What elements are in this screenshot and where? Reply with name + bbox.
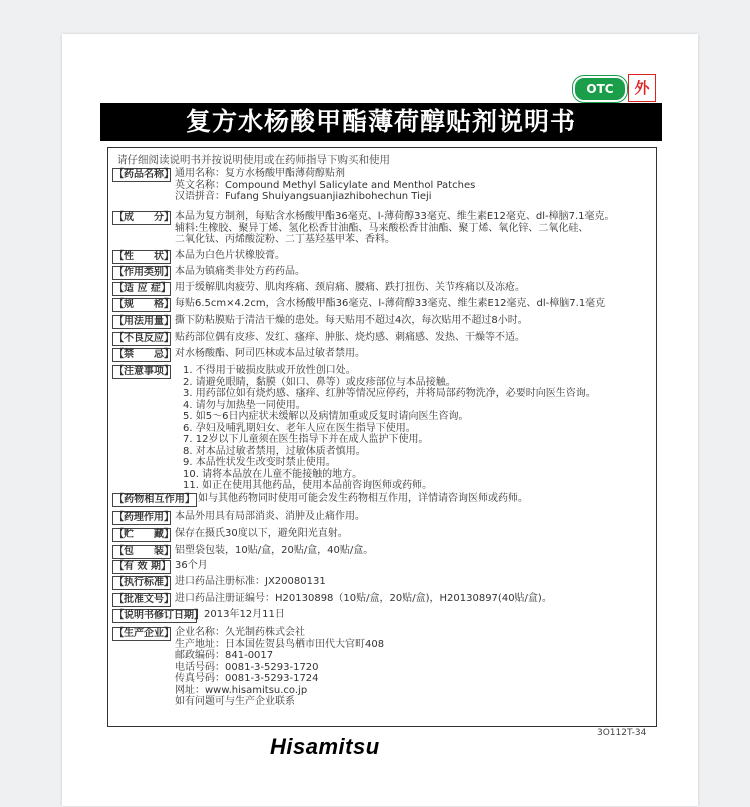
section-value xyxy=(175,365,596,492)
section-value xyxy=(175,332,525,344)
revision-code: 3O112T-34 xyxy=(597,728,647,738)
section-line: 2. 请避免眼睛，黏膜（如口、鼻等）或皮疹部位与本品接触。 xyxy=(183,376,456,388)
section-label: 【贮 藏】 xyxy=(114,529,174,540)
section-label: 【不良反应】 xyxy=(114,333,174,344)
section-line: 7. 12岁以下儿童须在医生指导下并在成人监护下使用。 xyxy=(183,434,429,445)
section-line: 本品为白色片状橡胶膏。 xyxy=(175,250,285,261)
section-label: 【性 状】 xyxy=(114,251,174,262)
section-line: 如有问题可与生产企业联系 xyxy=(175,696,295,707)
section-value xyxy=(175,168,475,203)
section-value xyxy=(175,627,384,708)
section-label: 【禁 忌】 xyxy=(114,349,174,360)
document-title: 复方水杨酸甲酯薄荷醇贴剂说明书 xyxy=(100,103,662,141)
section-value xyxy=(175,250,285,262)
lead-notice: 请仔细阅读说明书并按说明使用或在药师指导下购买和使用 xyxy=(117,154,390,166)
section-line: 3. 用药部位如有烧灼感、瘙痒、红肿等情况应停药，并将局部药物洗净，必要时向医生咨询。 xyxy=(183,388,596,399)
section-value xyxy=(175,560,208,572)
section-line: 辅料:生橡胶、聚异丁烯、氢化松香甘油酯、马来酸松香甘油酯、聚丁烯、氧化锌、二氧化硅、 xyxy=(175,222,589,234)
section-line: 6. 孕妇及哺乳期妇女、老年人应在医生指导下使用。 xyxy=(183,422,416,434)
section-line: 网址：www.hisamitsu.co.jp xyxy=(175,684,308,696)
section-label: 【规 格】 xyxy=(114,299,174,310)
section-value xyxy=(175,266,305,278)
section-line: 4. 请勿与加热垫一同使用。 xyxy=(183,399,306,411)
section-line: 用于缓解肌肉疲劳、肌肉疼痛、颈肩痛、腰痛、跌打扭伤、关节疼痛以及冻疮。 xyxy=(175,282,525,293)
section-line: 电话号码：0081-3-5293-1720 xyxy=(175,661,319,673)
section-line: 如与其他药物同时使用可能会发生药物相互作用，详情请咨询医师或药师。 xyxy=(198,493,528,504)
section-label: 【药品名称】 xyxy=(114,169,174,180)
section-line: 11. 如正在使用其他药品，使用本品前咨询医师或药师。 xyxy=(183,480,433,491)
section-line: 本品外用具有局部消炎、消肿及止痛作用。 xyxy=(175,511,365,522)
section-value xyxy=(175,511,365,523)
section-label: 【批准文号】 xyxy=(114,594,174,605)
section-label: 【说明书修订日期】 xyxy=(114,610,204,621)
section-line: 英文名称：Compound Methyl Salicylate and Menthol Patches xyxy=(175,179,476,191)
section-value xyxy=(175,315,528,327)
section-line: 5. 如5～6日内症状未缓解以及病情加重或反复时请向医生咨询。 xyxy=(183,411,469,422)
section-line: 企业名称：久光制药株式会社 xyxy=(175,627,305,638)
section-value xyxy=(198,493,528,505)
section-label: 【用法用量】 xyxy=(114,316,174,327)
section-line: 保存在摄氏30度以下，避免阳光直射。 xyxy=(175,528,348,539)
section-line: 贴药部位偶有皮疹、发红、瘙痒、肿胀、烧灼感、刺痛感、发热、干燥等不适。 xyxy=(175,332,525,343)
section-label: 【药理作用】 xyxy=(114,512,174,523)
section-line: 36个月 xyxy=(175,560,208,571)
section-line: 铝塑袋包装，10贴/盒，20贴/盒，40贴/盒。 xyxy=(175,545,374,556)
section-line: 1. 不得用于破损皮肤或开放性创口处。 xyxy=(183,365,356,376)
section-label: 【有 效 期】 xyxy=(114,561,171,572)
section-line: 10. 请将本品放在儿童不能接触的地方。 xyxy=(183,468,363,480)
section-line: 生产地址：日本国佐贺县鸟栖市田代大官町408 xyxy=(175,638,385,650)
section-label: 【执行标准】 xyxy=(114,577,174,588)
section-value xyxy=(175,528,348,540)
section-line: 对水杨酸酯、阿司匹林或本品过敏者禁用。 xyxy=(175,348,365,359)
section-line: 汉语拼音：Fufang Shuiyangsuanjiazhibohechun Tieji xyxy=(175,191,432,202)
section-value xyxy=(175,545,373,557)
section-line: 邮政编码：841-0017 xyxy=(175,650,274,661)
section-value xyxy=(175,282,525,294)
section-line: 通用名称：复方水杨酸甲酯薄荷醇贴剂 xyxy=(175,168,345,179)
section-label: 【药物相互作用】 xyxy=(114,494,195,505)
section-value xyxy=(204,609,285,621)
external-use-badge: 外 xyxy=(628,74,656,102)
section-value xyxy=(175,298,605,310)
brand-logo xyxy=(270,734,380,760)
section-line: 本品为镇痛类非处方药药品。 xyxy=(175,266,305,277)
section-value xyxy=(175,576,326,588)
section-line: 本品为复方制剂，每贴含水杨酸甲酯36毫克、l-薄荷醇33毫克、维生素E12毫克、dl-樟脑7.1毫克。 xyxy=(175,211,615,222)
section-line: 每贴6.5cm×4.2cm，含水杨酸甲酯36毫克、l-薄荷醇33毫克、维生素E12毫克、dl-樟脑7.1毫克 xyxy=(175,298,606,309)
brand-logo-text: Hisamitsu xyxy=(270,734,380,759)
section-line: 8. 对本品过敏者禁用，过敏体质者慎用。 xyxy=(183,445,366,457)
section-label: 【作用类别】 xyxy=(114,267,174,278)
section-label: 【成 分】 xyxy=(114,212,174,223)
section-line: 2013年12月11日 xyxy=(204,609,285,620)
section-label: 【生产企业】 xyxy=(114,628,174,639)
section-line: 9. 本品性状发生改变时禁止使用。 xyxy=(183,457,336,468)
section-label: 【注意事项】 xyxy=(114,366,174,377)
section-line: 撕下防粘膜贴于清洁干燥的患处。每天贴用不超过4次，每次贴用不超过8小时。 xyxy=(175,315,528,326)
section-label: 【包 装】 xyxy=(114,546,174,557)
section-value xyxy=(175,348,365,360)
section-label: 【适 应 症】 xyxy=(114,283,171,294)
section-line: 进口药品注册标准：JX20080131 xyxy=(175,576,326,587)
section-value xyxy=(175,211,615,246)
section-line: 传真号码：0081-3-5293-1724 xyxy=(175,673,319,684)
section-line: 进口药品注册证编号：H20130898（10贴/盒，20贴/盒)，H20130897(40贴/盒)。 xyxy=(175,593,552,604)
section-value xyxy=(175,593,552,605)
section-line: 二氧化钛、丙烯酸淀粉、二丁基羟基甲苯、香料。 xyxy=(175,234,395,245)
otc-badge: OTC xyxy=(573,76,627,102)
